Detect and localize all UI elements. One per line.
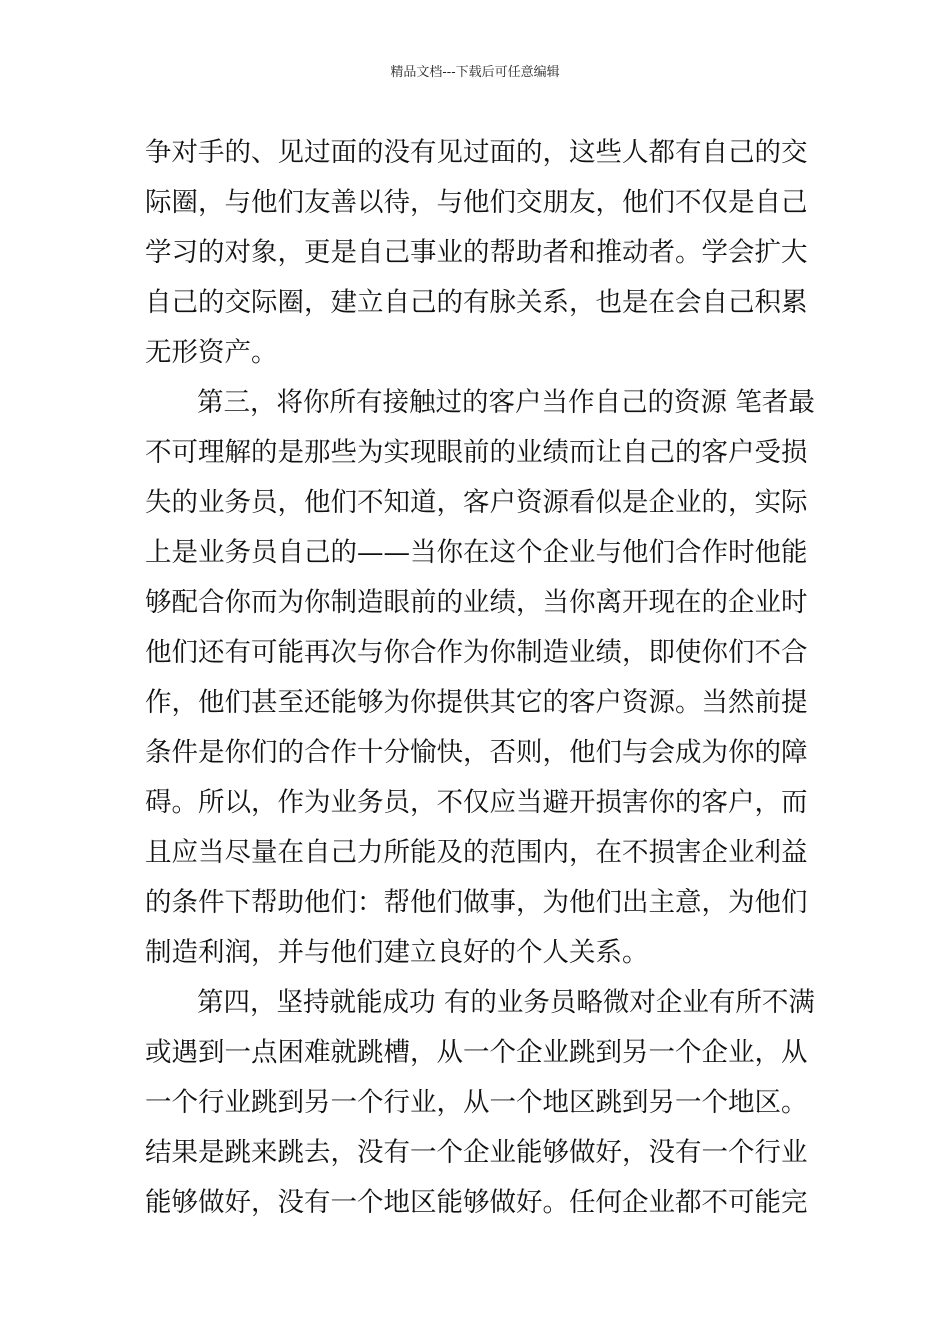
text-line: 的条件下帮助他们：帮他们做事，为他们出主意，为他们 [145, 887, 808, 918]
text-line: 失的业务员，他们不知道，客户资源看似是企业的，实际 [145, 487, 808, 518]
paragraph-heading-line: 第三，将你所有接触过的客户当作自己的资源 笔者最 [197, 387, 815, 418]
text-line: 能够做好，没有一个地区能够做好。任何企业都不可能完 [145, 1187, 808, 1218]
text-line: 自己的交际圈，建立自己的有脉关系，也是在会自己积累 [145, 287, 808, 318]
text-line: 结果是跳来跳去，没有一个企业能够做好，没有一个行业 [145, 1137, 808, 1168]
text-line: 条件是你们的合作十分愉快，否则，他们与会成为你的障 [145, 737, 808, 768]
text-line: 或遇到一点困难就跳槽，从一个企业跳到另一个企业，从 [145, 1037, 808, 1068]
text-line: 制造利润，并与他们建立良好的个人关系。 [145, 937, 649, 968]
text-line: 学习的对象，更是自己事业的帮助者和推动者。学会扩大 [145, 237, 808, 268]
text-line: 够配合你而为你制造眼前的业绩，当你离开现在的企业时 [145, 587, 808, 618]
text-line: 上是业务员自己的——当你在这个企业与他们合作时他能 [145, 537, 808, 568]
text-line: 争对手的、见过面的没有见过面的，这些人都有自己的交 [145, 137, 808, 168]
text-line: 际圈，与他们友善以待，与他们交朋友，他们不仅是自己 [145, 187, 808, 218]
text-line: 且应当尽量在自己力所能及的范围内，在不损害企业利益 [145, 837, 808, 868]
page-header: 精品文档---下载后可任意编辑 [390, 65, 560, 80]
text-line: 他们还有可能再次与你合作为你制造业绩，即使你们不合 [145, 637, 808, 668]
document-body [145, 128, 815, 1228]
text-line: 一个行业跳到另一个行业，从一个地区跳到另一个地区。 [145, 1087, 808, 1118]
text-line: 碍。所以，作为业务员，不仅应当避开损害你的客户，而 [145, 787, 808, 818]
text-line: 无形资产。 [145, 337, 278, 368]
text-line: 不可理解的是那些为实现眼前的业绩而让自己的客户受损 [145, 437, 808, 468]
paragraph-heading-line: 第四，坚持就能成功 有的业务员略微对企业有所不满 [197, 987, 815, 1018]
text-line: 作，他们甚至还能够为你提供其它的客户资源。当然前提 [145, 687, 808, 718]
